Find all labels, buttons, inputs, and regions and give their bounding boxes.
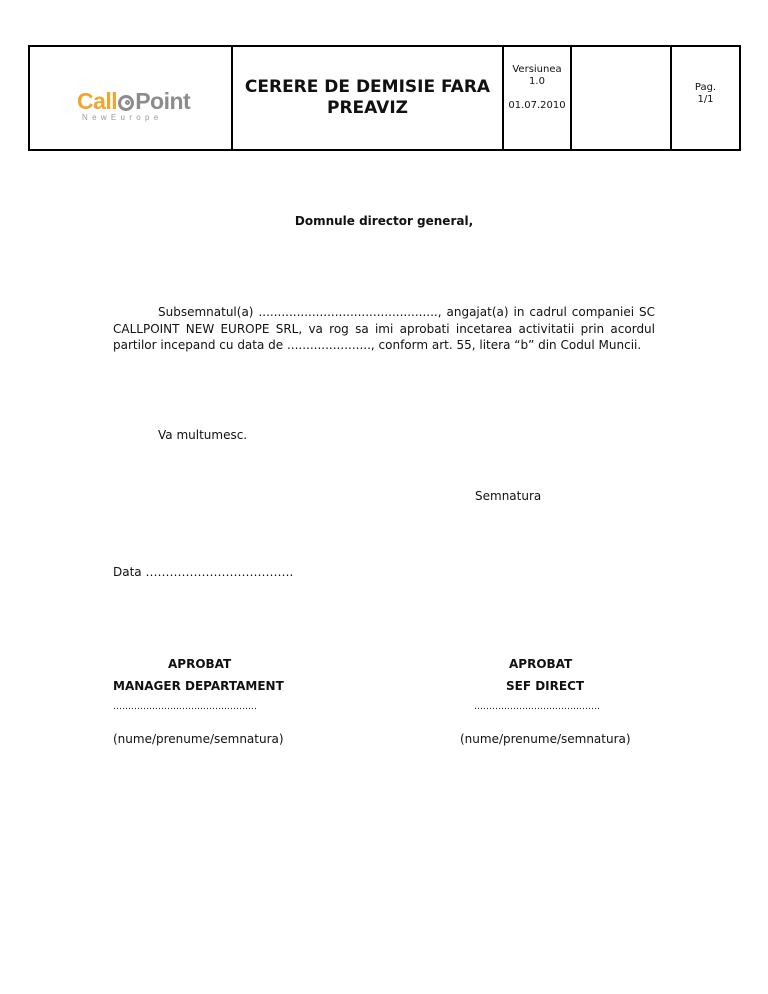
- date-line: Data ……………………………….: [113, 565, 294, 579]
- approval-role-direct: SEF DIRECT: [506, 679, 585, 693]
- request-paragraph: [113, 304, 655, 354]
- request-body-text: Subsemnatul(a) ..............................................., angajat(a) in cadrul companiei SC CALLPOINT NEW EUROPE SRL, va rog sa imi aprobati incetarea activitatii prin acordul partilor incepand cu data de ......................, conform art. 55, litera “b” din Codul Muncii.: [113, 305, 655, 352]
- approval-title-direct: APROBAT: [509, 657, 573, 671]
- version-value: 1.0: [529, 76, 545, 87]
- logo-tagline: NewEurope: [82, 113, 163, 122]
- approval-line-direct: ……………………………………: [474, 702, 600, 712]
- version-date: 01.07.2010: [508, 100, 566, 111]
- callpoint-logo: [77, 88, 191, 123]
- document-header: [28, 45, 741, 151]
- page-number: 1/1: [697, 94, 714, 105]
- closing-text: Va multumesc.: [158, 428, 248, 442]
- approval-line-manager: …………………………………………: [113, 702, 257, 712]
- approval-hint-manager: (nume/prenume/semnatura): [113, 732, 284, 746]
- page-cell: [672, 47, 739, 149]
- approval-role-manager: MANAGER DEPARTAMENT: [113, 679, 284, 693]
- logo-cell: [30, 47, 233, 149]
- approval-title-manager: APROBAT: [168, 657, 232, 671]
- version-label: Versiunea: [512, 64, 562, 75]
- logo-at-icon: [118, 95, 134, 111]
- logo-point-text: Point: [135, 88, 191, 114]
- salutation: Domnule director general,: [294, 214, 474, 228]
- signature-label: Semnatura: [475, 489, 542, 503]
- page-label: Pag.: [694, 82, 717, 93]
- logo-call-text: Call: [77, 88, 118, 114]
- version-cell: [504, 47, 572, 149]
- approval-hint-direct: (nume/prenume/semnatura): [460, 732, 631, 746]
- blank-cell: [572, 47, 672, 149]
- document-title: CERERE DE DEMISIE FARA PREAVIZ: [233, 47, 504, 149]
